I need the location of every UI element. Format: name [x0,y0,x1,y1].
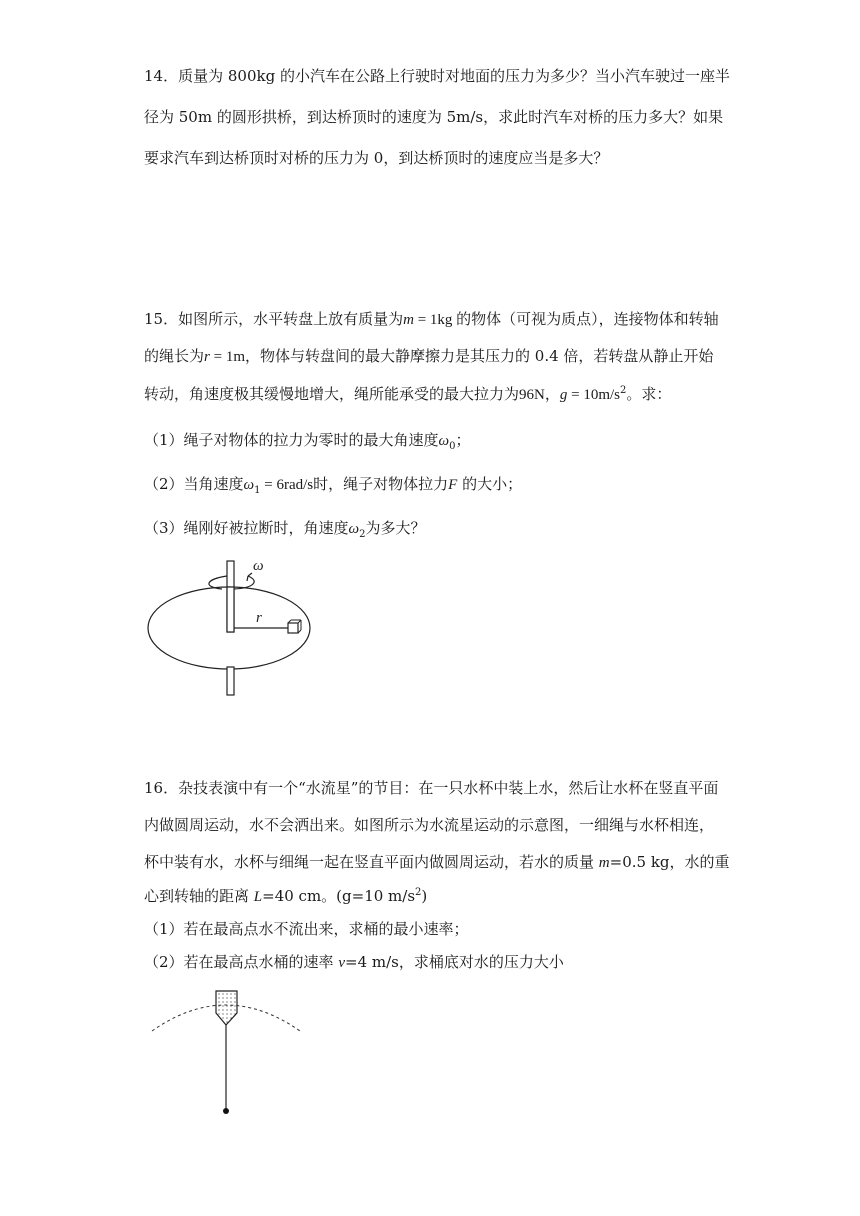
omega-label: ω [253,558,264,574]
q14-line-2: 径为 50m 的圆形拱桥，到达桥顶时的速度为 5m/s，求此时汽车对桥的压力多大？如果 [144,108,724,126]
q15-line-1: 15．如图所示，水平转盘上放有质量为m = 1kg 的物体（可视为质点），连接物体和转轴 [144,310,719,328]
q15-line-3: 转动，角速度极其缓慢地增大，绳所能承受的最大拉力为96N，$g = 10m/s^2$。求： [144,385,672,403]
q14-line-3: 要求汽车到达桥顶时对桥的压力为 0，到达桥顶时的速度应当是多大？ [144,149,609,167]
q15-sub-1: （1）绳子对物体的拉力为零时的最大角速度$\omega_0$； [144,431,471,452]
q16-line-4: 心到转轴的距离 L=40 cm。(g=10 $m/s^2$) [144,887,428,905]
block [288,623,298,633]
q15-sub-2: （2）当角速度$\omega_1 = 6rad/s$时，绳子对物体拉力F 的大小； [144,475,523,496]
q14-line-1: 14．质量为 800kg 的小汽车在公路上行驶时对地面的压力为多少？当小汽车驶过一座半 [144,67,730,85]
q16-line-1: 16．杂技表演中有一个“水流星”的节目：在一只水杯中装上水，然后让水杯在竖直平面 [144,779,719,797]
q16-line-3: 杯中装有水，水杯与细绳一起在竖直平面内做圆周运动，若水的质量 m=0.5 kg，水的重 [144,853,730,871]
turntable-figure [140,555,340,705]
q15-line-2: 的绳长为r = 1m，物体与转盘间的最大静摩擦力是其压力的 0.4 倍，若转盘从静止开始 [144,347,714,365]
q16-sub-2: （2）若在最高点水桶的速率 v=4 m/s，求桶底对水的压力大小 [144,953,564,971]
q16-sub-1: （1）若在最高点水不流出来，求桶的最小速率； [144,920,469,938]
pivot-point [223,1108,229,1114]
q15-sub-3: （3）绳刚好被拉断时，角速度$\omega_2$为多大？ [144,519,426,540]
water-meteor-figure [146,985,306,1115]
r-label: r [256,610,262,626]
shaft-on-disk [227,587,234,632]
q16-line-2: 内做圆周运动，水不会洒出来。如图所示为水流星运动的示意图，一细绳与水杯相连， [144,816,715,834]
lower-shaft [227,667,234,695]
water-cup [216,991,237,1025]
